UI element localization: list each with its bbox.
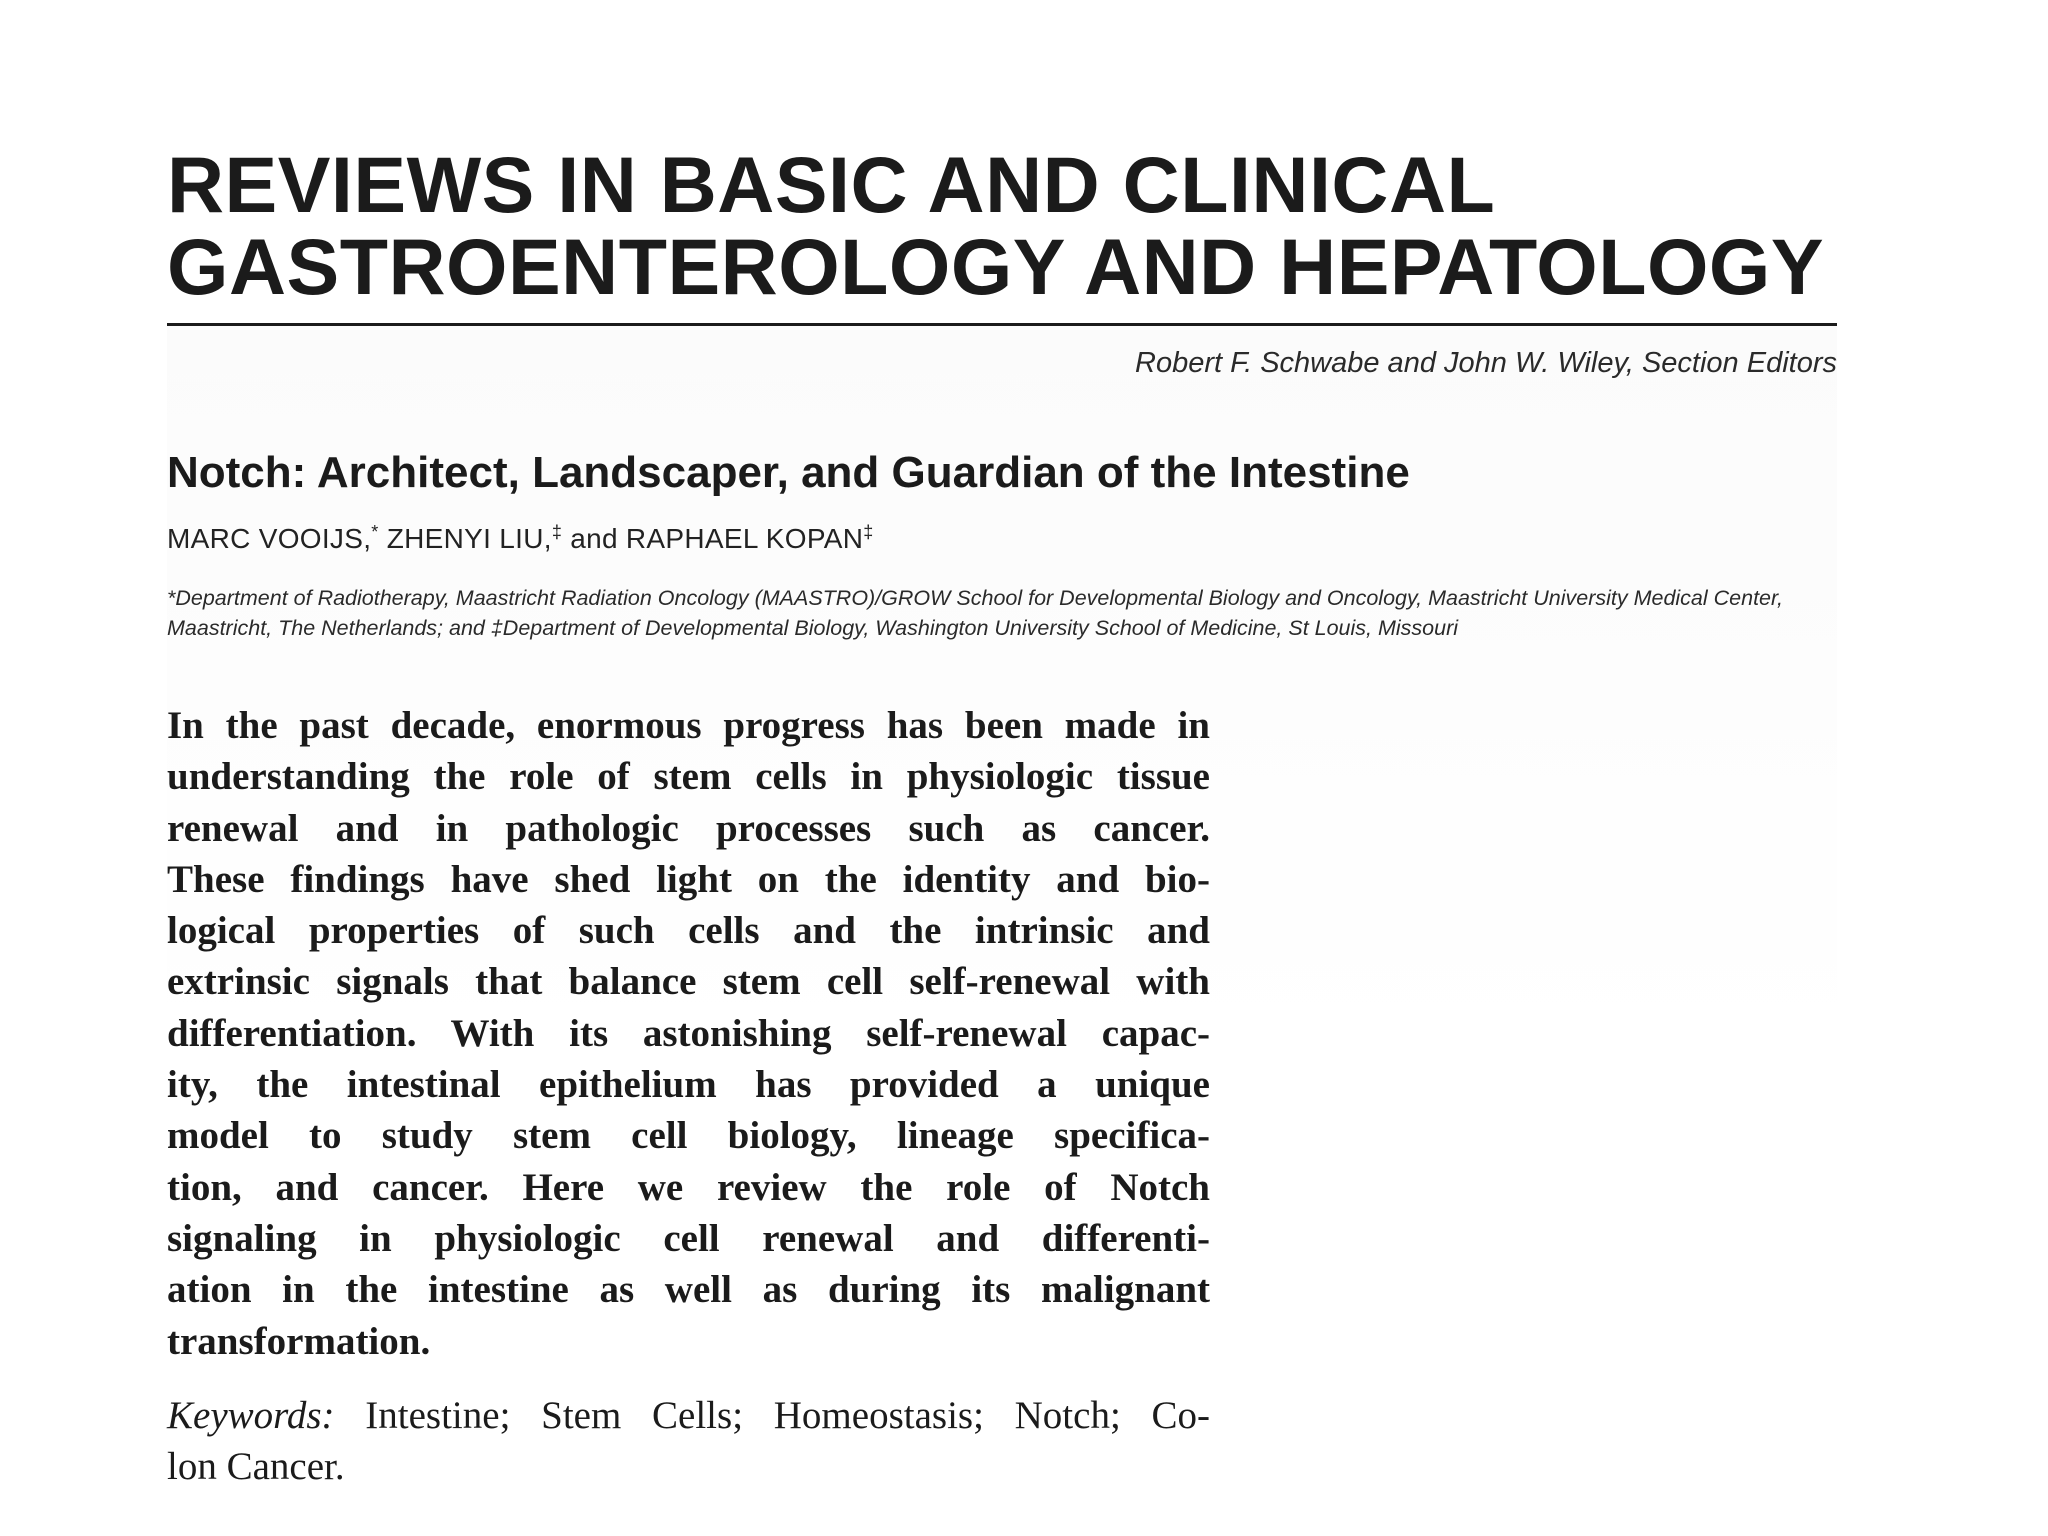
section-title-line-1: REVIEWS IN BASIC AND CLINICAL — [167, 140, 1496, 229]
abstract-line: ity, the intestinal epithelium has provided a unique — [167, 1063, 1210, 1107]
affiliation-line: Maastricht, The Netherlands; and ‡Department of Developmental Biology, Washington University School of Medicine, St Louis, Missouri — [167, 616, 1459, 640]
abstract-line: differentiation. With its astonishing self-renewal capac- — [167, 1011, 1210, 1055]
affiliation-mark: ‡ — [551, 522, 563, 542]
affiliation-mark: * — [371, 522, 379, 542]
abstract-line: renewal and in pathologic processes such as cancer. — [167, 806, 1210, 850]
affiliation-mark: ‡ — [863, 522, 874, 542]
keywords — [167, 1390, 1210, 1492]
abstract-line: transformation. — [167, 1319, 431, 1363]
abstract-line: logical properties of such cells and the intrinsic and — [167, 909, 1210, 953]
keywords-label: Keywords: — [167, 1394, 335, 1437]
author-3 — [570, 523, 873, 554]
section-title-line-2: GASTROENTEROLOGY AND HEPATOLOGY — [167, 222, 1825, 311]
section-header — [167, 140, 1837, 311]
abstract-line: signaling in physiologic cell renewal and differenti- — [167, 1216, 1210, 1260]
abstract — [167, 700, 1210, 1367]
affiliations — [167, 583, 1837, 643]
keywords-line-2: lon Cancer. — [167, 1445, 345, 1488]
author-name: ZHENYI LIU, — [386, 523, 552, 554]
abstract-line: understanding the role of stem cells in physiologic tissue — [167, 755, 1210, 799]
author-name: and RAPHAEL KOPAN — [570, 523, 864, 554]
affiliation-line: *Department of Radiotherapy, Maastricht Radiation Oncology (MAASTRO)/GROW School for Developmental Biology and Oncology, Maastricht University Medical Center, — [167, 586, 1783, 610]
abstract-line: model to study stem cell biology, lineage specifica- — [167, 1114, 1210, 1158]
author-name: MARC VOOIJS, — [167, 523, 372, 554]
section-editors: Robert F. Schwabe and John W. Wiley, Section Editors — [1135, 347, 1837, 379]
author-list — [167, 522, 874, 555]
abstract-line: In the past decade, enormous progress has been made in — [167, 704, 1210, 747]
abstract-line: extrinsic signals that balance stem cell self-renewal with — [167, 960, 1210, 1004]
section-divider — [167, 323, 1837, 326]
abstract-line: ation in the intestine as well as during its malignant — [167, 1268, 1210, 1312]
author-1 — [167, 523, 379, 554]
keywords-line-1 — [167, 1390, 1210, 1441]
article-title: Notch: Architect, Landscaper, and Guardian of the Intestine — [167, 448, 1410, 497]
keywords-text: Intestine; Stem Cells; Homeostasis; Notch; Co- — [365, 1394, 1211, 1437]
abstract-line: These findings have shed light on the identity and bio- — [167, 857, 1210, 901]
abstract-line: tion, and cancer. Here we review the role of Notch — [167, 1165, 1210, 1209]
author-2 — [387, 523, 562, 554]
